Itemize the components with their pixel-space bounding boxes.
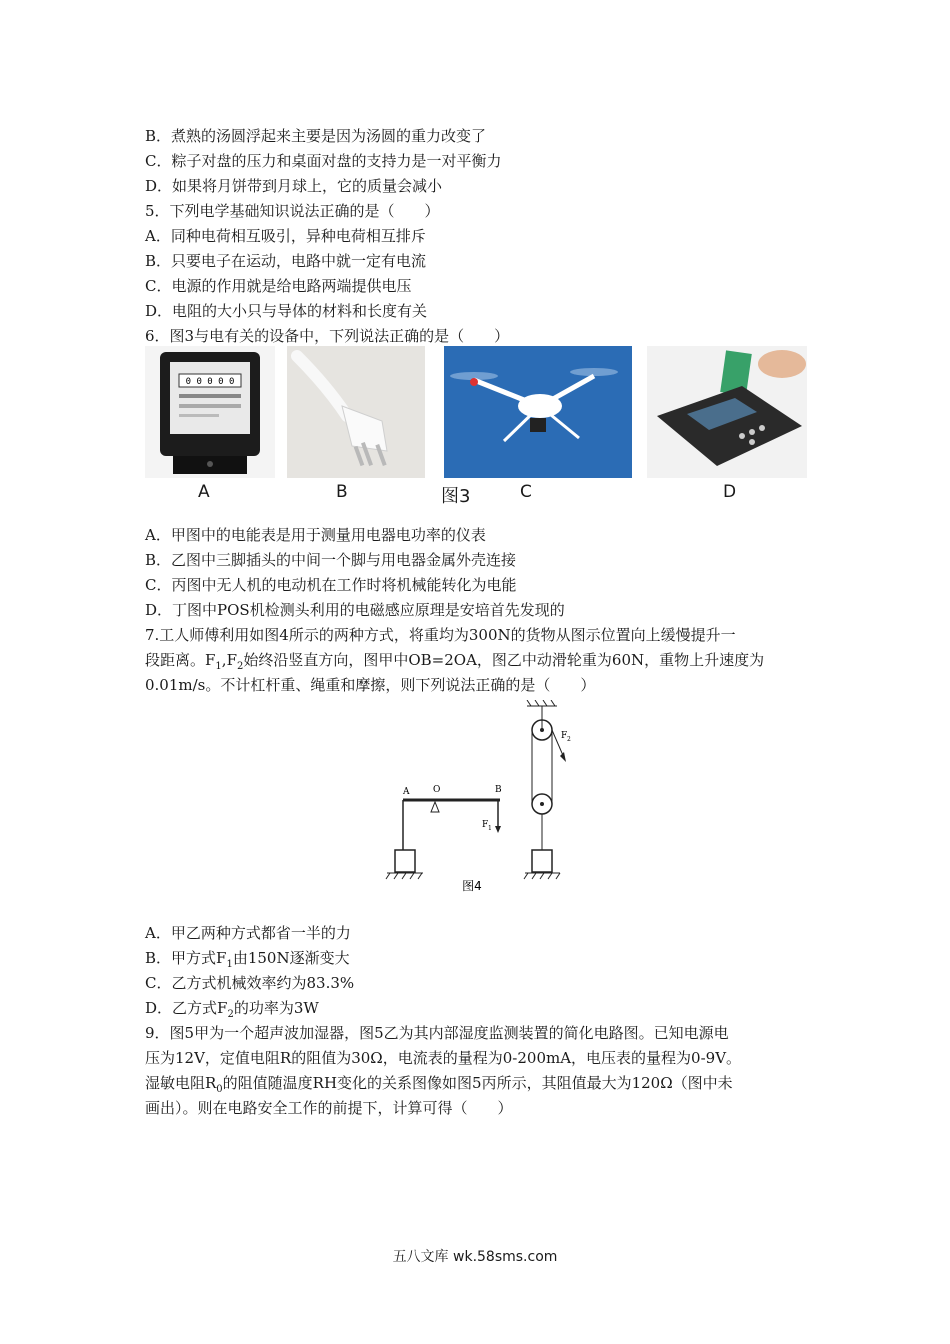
question-9-line2: 压为12V，定值电阻R的阻值为30Ω，电流表的量程为0-200mA，电压表的量程为0-9V。: [145, 1049, 742, 1067]
option-line: C．丙图中无人机的电动机在工作时将机械能转化为电能: [145, 576, 517, 594]
option-line: A．同种电荷相互吸引，异种电荷相互排斥: [145, 227, 426, 245]
option-line: B．只要电子在运动，电路中就一定有电流: [145, 252, 427, 270]
svg-text:2: 2: [567, 736, 571, 743]
figure-label-d: D: [723, 482, 737, 502]
pos-machine-photo: [647, 346, 807, 478]
question-9-line3: 湿敏电阻$R_0$的阻值随温度RH变化的关系图像如图5丙所示，其阻值最大为120Ω（图中未: [145, 1074, 733, 1095]
question-5: 5．下列电学基础知识说法正确的是（ ）: [145, 202, 440, 220]
option-line: B．甲方式$F_1$由150N逐渐变大: [145, 949, 350, 970]
option-line: A．甲乙两种方式都省一半的力: [145, 924, 351, 942]
footer-watermark: 五八文库 wk.58sms.com: [392, 1249, 558, 1265]
svg-text:0 0 0 0 0: 0 0 0 0 0: [185, 377, 235, 387]
svg-text:1: 1: [488, 825, 492, 832]
figure-4: [365, 700, 580, 900]
option-line: D．如果将月饼带到月球上，它的质量会减小: [145, 177, 443, 195]
option-line: A．甲图中的电能表是用于测量用电器电功率的仪表: [145, 526, 486, 544]
option-line: D．乙方式$F_2$的功率为3W: [145, 999, 319, 1020]
option-line: D．电阻的大小只与导体的材料和长度有关: [145, 302, 428, 320]
drone-photo: [444, 346, 632, 478]
svg-text:B: B: [495, 785, 502, 795]
svg-text:A: A: [403, 787, 410, 797]
option-line: C．粽子对盘的压力和桌面对盘的支持力是一对平衡力: [145, 152, 502, 170]
svg-text:图4: 图4: [462, 879, 482, 893]
figure-label-b: B: [336, 482, 348, 502]
option-line: D．丁图中POS机检测头利用的电磁感应原理是安培首先发现的: [145, 601, 565, 619]
option-line: C．电源的作用就是给电路两端提供电压: [145, 277, 412, 295]
question-7: 7.工人师傅利用如图4所示的两种方式，将重均为300N的货物从图示位置向上缓慢提升一: [145, 626, 736, 644]
svg-text:F: F: [561, 731, 568, 741]
option-line: B．煮熟的汤圆浮起来主要是因为汤圆的重力改变了: [145, 127, 487, 145]
electric-meter-photo: [145, 346, 275, 478]
question-7-line3: 0.01m/s。不计杠杆重、绳重和摩擦，则下列说法正确的是（ ）: [145, 676, 596, 694]
svg-text:F: F: [482, 820, 489, 830]
figure-3: [145, 346, 807, 506]
question-9: 9．图5甲为一个超声波加湿器，图5乙为其内部湿度监测装置的简化电路图。已知电源电: [145, 1024, 729, 1042]
three-pin-plug-photo: [287, 346, 425, 478]
option-line: B．乙图中三脚插头的中间一个脚与用电器金属外壳连接: [145, 551, 517, 569]
question-7-line2: 段距离。$F_1,F_2$始终沿竖直方向，图甲中OB=2OA，图乙中动滑轮重为60N，重物上升速度为: [145, 651, 765, 672]
svg-text:O: O: [433, 785, 441, 795]
figure-label-c: C: [520, 482, 532, 502]
figure-caption: 图3: [441, 486, 471, 507]
question-9-line4: 画出）。则在电路安全工作的前提下，计算可得（ ）: [145, 1099, 513, 1117]
question-6: 6．图3与电有关的设备中，下列说法正确的是（ ）: [145, 327, 510, 345]
option-line: C．乙方式机械效率约为83.3%: [145, 974, 355, 992]
figure-label-a: A: [198, 482, 210, 502]
